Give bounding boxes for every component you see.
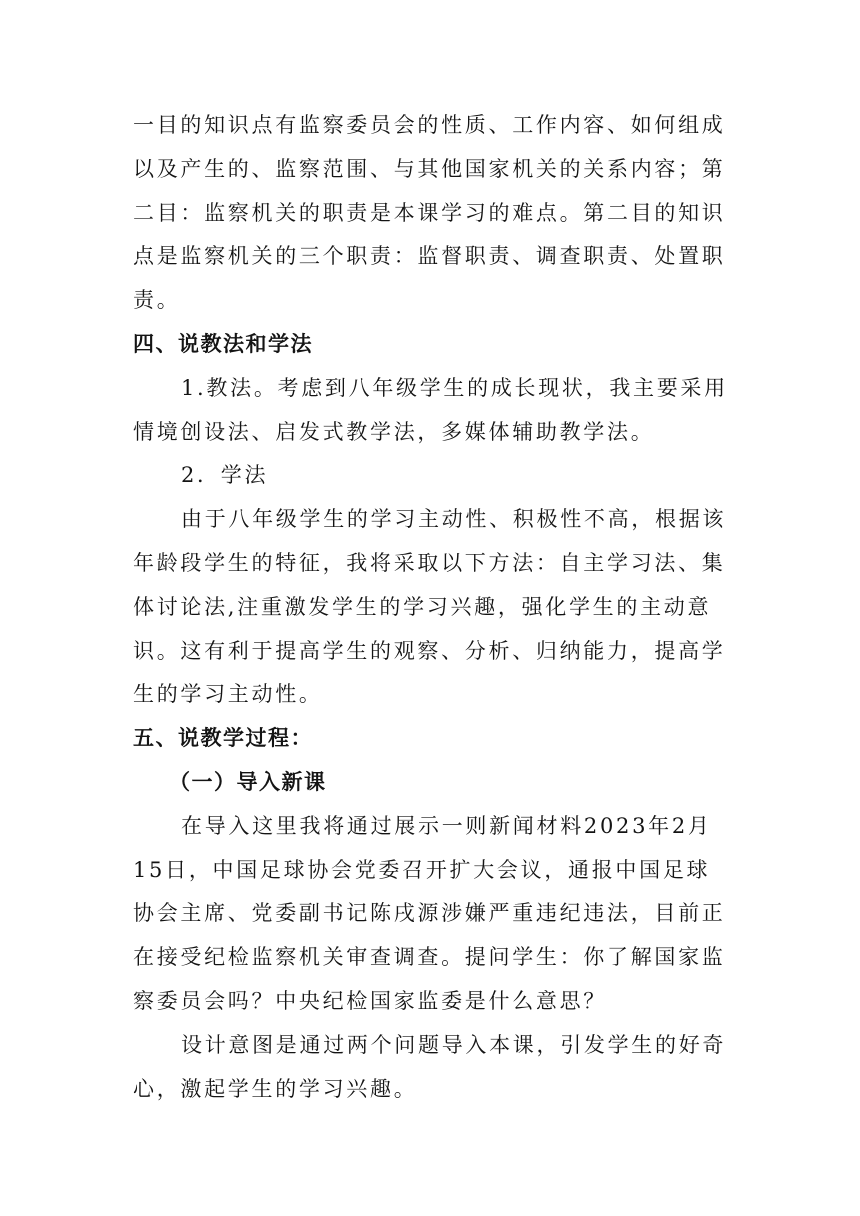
section-heading-teaching-methods: 四、说教法和学法 [133,331,313,356]
section-heading-teaching-process: 五、说教学过程： [133,726,313,751]
paragraph-design-intent: 设计意图是通过两个问题导入本课，引发学生的好奇心，激起学生的学习兴趣。 [133,1032,727,1101]
paragraph-introduction: 在导入这里我将通过展示一则新闻材料2023年2月15日，中国足球协会党委召开扩大会议，通报中国足球协会主席、党委副书记陈戌源涉嫌严重违纪违法，目前正在接受纪检监察机关审查调查。提问学生：你了解国家监察委员会吗？中央纪检国家监委是什么意思？ [133,813,726,1013]
subsection-heading-introduction: （一）导入新课 [169,769,327,794]
paragraph-teaching-method: 1.教法。考虑到八年级学生的成长现状，我主要采用情境创设法、启发式教学法，多媒体辅助教学法。 [133,375,728,444]
paragraph-learning-method-title: 2．学法 [181,463,269,488]
paragraph-learning-method: 由于八年级学生的学习主动性、积极性不高，根据该年龄段学生的特征，我将采取以下方法：自主学习法、集体讨论法,注重激发学生的学习兴趣，强化学生的主动意识。这有利于提高学生的观察、分析、归纳能力，提高学生的学习主动性。 [133,507,727,707]
paragraph-continuation: 一目的知识点有监察委员会的性质、工作内容、如何组成以及产生的、监察范围、与其他国家机关的关系内容；第二目：监察机关的职责是本课学习的难点。第二目的知识点是监察机关的三个职责：监督职责、调查职责、处置职责。 [133,113,726,313]
document-body [133,104,733,1111]
